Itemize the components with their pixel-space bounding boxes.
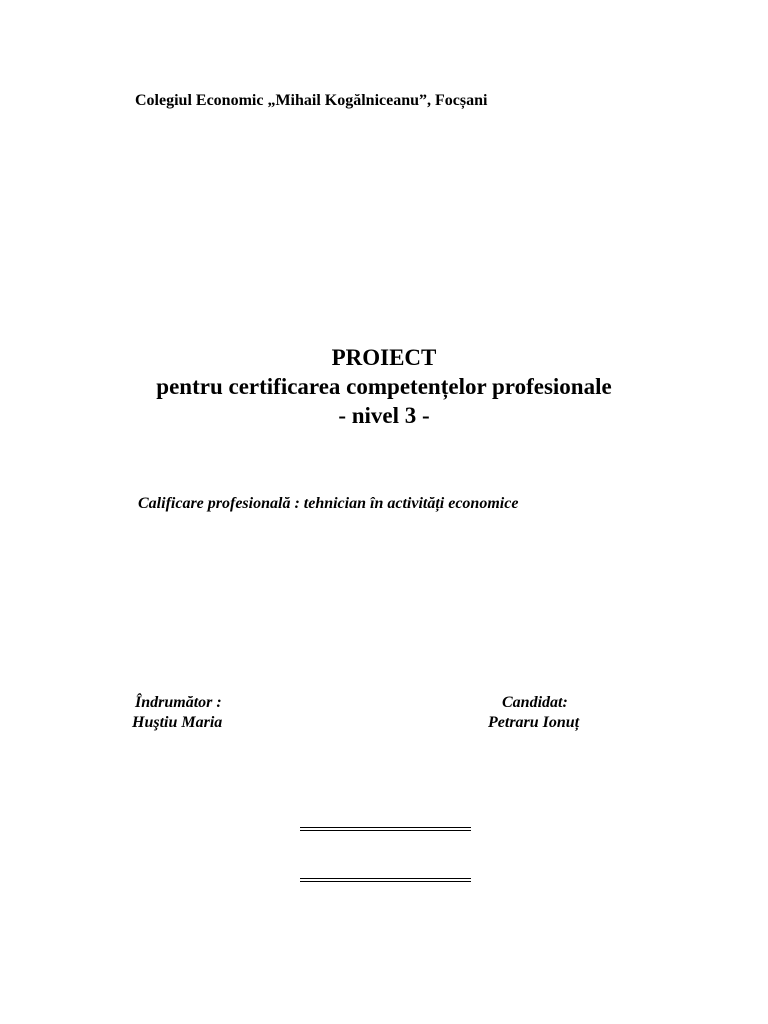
coordinator-label: Îndrumător : [135, 694, 222, 711]
candidate-label: Candidat: [502, 694, 568, 711]
title-line-3: - nivel 3 - [338, 403, 430, 428]
coordinator-name: Huştiu Maria [132, 714, 223, 731]
project-title [0, 343, 768, 430]
title-line-2: pentru certificarea competențelor profesionale [156, 374, 612, 399]
signature-line-2 [300, 878, 471, 882]
candidate-name: Petraru Ionuț [488, 714, 580, 731]
signature-line-1 [300, 827, 471, 831]
school-name: Colegiul Economic „Mihail Kogălniceanu”, Focșani [135, 92, 488, 109]
title-line-1: PROIECT [331, 345, 437, 370]
qualification-text: Calificare profesională : tehnician în activități economice [138, 495, 519, 512]
